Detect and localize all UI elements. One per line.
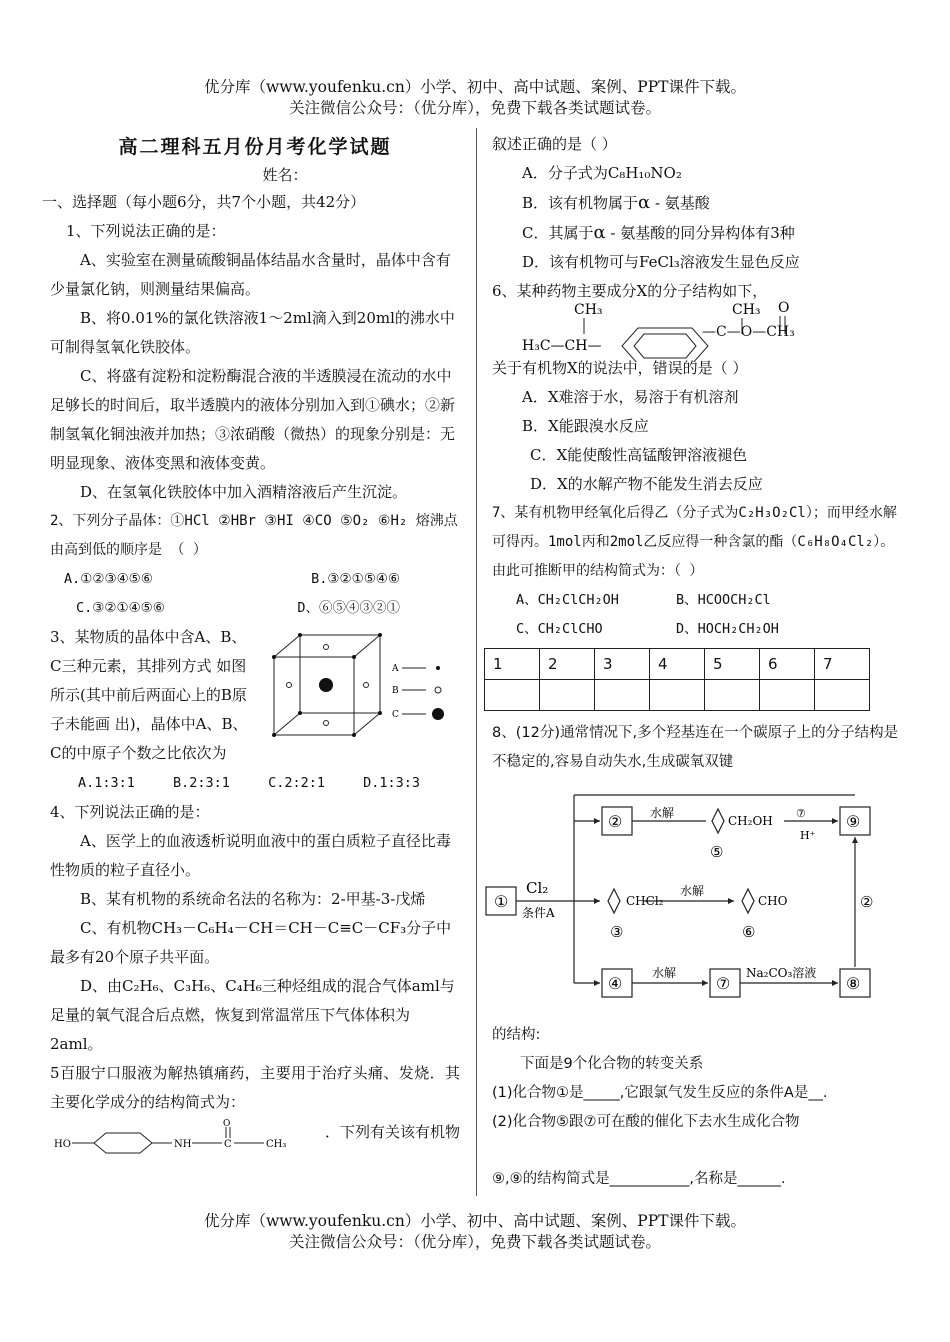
- answer-col-3: 3: [595, 649, 650, 680]
- q5-c-pre: C．其属于: [522, 224, 594, 242]
- q2-stem: 2、下列分子晶体：①HCl ②HBr ③HI ④CO ⑤O₂ ⑥H₂ 熔沸点由高到低的顺序是 （ ）: [50, 513, 458, 558]
- diag-hydrolysis-3: 水解: [652, 966, 677, 980]
- q5-option-b: B．该有机物属于α - 氨基酸: [522, 192, 710, 213]
- q3-options: [50, 769, 460, 798]
- q2-option-c: C.③②①④⑤⑥: [76, 600, 165, 616]
- diag-n5: ⑤: [710, 843, 724, 861]
- diag-n6: ⑥: [742, 923, 756, 941]
- benzene-ring: [94, 1133, 152, 1153]
- struct-nh: NH: [174, 1139, 192, 1150]
- q8-reaction-diagram: [484, 777, 894, 1017]
- q2-options-row2: [50, 594, 460, 623]
- q5-tail: ．下列有关该有机物: [324, 1123, 460, 1141]
- diag-chcl2: CHCl₂: [626, 894, 664, 908]
- diag-n3: ③: [610, 923, 624, 941]
- q3-option-c: C.2:2:1: [268, 775, 325, 791]
- q7-option-c: C、CH₂ClCHO: [516, 621, 603, 637]
- q2-options-row1: [50, 565, 460, 594]
- q7-option-a: A、CH₂ClCH₂OH: [516, 592, 619, 608]
- answer-table-header: [485, 649, 870, 680]
- q6-option-c: C．X能使酸性高锰酸钾溶液褪色: [530, 446, 748, 464]
- diag-hydrolysis-1: 水解: [650, 806, 675, 820]
- crystal-lattice-diagram: [262, 627, 462, 739]
- section-1-heading: 一、选择题（每小题6分，共7个小题，共42分）: [42, 193, 366, 211]
- q5-structure-row: [50, 1117, 460, 1157]
- q6-option-d: D．X的水解产物不能发生消去反应: [530, 475, 763, 493]
- q8-part-2: (2)化合物⑤跟⑦可在酸的催化下去水生成化合物: [492, 1114, 800, 1130]
- q4-option-c: C、有机物CH₃－C₆H₄－CH＝CH－C≡C－CF₃分子中最多有20个原子共平面。: [50, 919, 452, 966]
- q8-structure-label: 的结构:: [492, 1027, 541, 1043]
- exam-title: 高二理科五月份月考化学试题: [118, 136, 392, 158]
- q7-options-row2: [492, 615, 902, 644]
- q5-b-post: 氨基酸: [664, 194, 710, 212]
- q6-stem: 6、某种药物主要成分X的分子结构如下，: [492, 282, 768, 300]
- diag-hplus: H⁺: [800, 829, 816, 842]
- diag-na2co3: Na₂CO₃溶液: [746, 966, 817, 980]
- q5-continued: 叙述正确的是（ ）: [492, 135, 617, 153]
- q3-option-d: D.1:3:3: [363, 775, 420, 791]
- q5-c-post: 氨基酸的同分异构体有3种: [620, 224, 795, 242]
- name-label: 姓名：: [262, 166, 308, 184]
- diag-cl2: Cl₂: [526, 879, 549, 897]
- q6-ch3-b: CH₃: [732, 302, 761, 318]
- q2-option-d: D、⑥⑤④③②①: [297, 600, 400, 616]
- q5-option-a: A．分子式为C₈H₁₀NO₂: [522, 164, 682, 182]
- q3-block: [50, 623, 460, 762]
- diag-n9: ⑨: [846, 812, 861, 831]
- header-line-1: 优分库（www.youfenku.cn）小学、初中、高中试题、案例、PPT课件下载。: [203, 78, 747, 96]
- diag-n1: ①: [494, 892, 509, 911]
- q7-option-b: B、HCOOCH₂Cl: [676, 592, 771, 608]
- q7-options-row1: [492, 586, 902, 615]
- diag-n8: ⑧: [846, 974, 861, 993]
- q8-part-1: (1)化合物①是_____,它跟氯气发生反应的条件A是__.: [492, 1085, 828, 1101]
- footer-line-2: 关注微信公众号：（优分库），免费下载各类试题试卷。: [288, 1233, 661, 1251]
- cube-front-face: [274, 657, 354, 735]
- q1-option-a: A、实验室在测量硫酸铜晶体结晶水含量时，晶体中含有少量氯化钠，则测量结果偏高。: [50, 251, 451, 298]
- q1-option-d: D、在氢氧化铁胶体中加入酒精溶液后产生沉淀。: [80, 483, 408, 501]
- legend-b: B: [392, 686, 399, 696]
- q6-h3c-ch: H₃C—CH—: [522, 338, 602, 354]
- q5-option-d: D．该有机物可与FeCl₃溶液发生显色反应: [522, 253, 800, 271]
- legend-a: A: [392, 664, 399, 674]
- diag-n7-over-arrow: ⑦: [796, 807, 806, 820]
- legend-c: C: [392, 710, 399, 720]
- answer-cell[interactable]: [485, 680, 540, 711]
- alpha-symbol-2: α: [593, 222, 606, 243]
- diag-ch2oh: CH₂OH: [728, 814, 773, 828]
- q6-after: 关于有机物X的说法中，错误的是（ ）: [492, 359, 748, 377]
- q8-intro: 下面是9个化合物的转变关系: [520, 1056, 704, 1072]
- q7-option-d: D、HOCH₂CH₂OH: [676, 621, 779, 637]
- q5-b-pre: B．该有机物属于: [522, 194, 639, 212]
- q3-stem-part: [50, 623, 250, 768]
- q6-ch3-a: CH₃: [574, 302, 603, 318]
- q6-option-b: B．X能跟溴水反应: [522, 417, 649, 435]
- right-column: [492, 134, 902, 1194]
- answer-cell[interactable]: [650, 680, 705, 711]
- cube-back-face: [300, 635, 380, 713]
- q8-part-3: ⑨,⑨的结构简式是___________,名称是______.: [492, 1171, 786, 1187]
- diag-hydrolysis-2: 水解: [680, 884, 705, 898]
- q3-option-b: B.2:3:1: [173, 775, 230, 791]
- atom-c-center: [319, 678, 333, 692]
- q2-option-b: B.③②①⑤④⑥: [311, 571, 400, 587]
- answer-table: [484, 648, 870, 711]
- left-column: [42, 134, 460, 1157]
- struct-o: O: [223, 1119, 231, 1129]
- answer-cell[interactable]: [815, 680, 870, 711]
- header-line-2: 关注微信公众号：（优分库），免费下载各类试题试卷。: [288, 99, 661, 117]
- q6-tail: —C—O—CH₃: [702, 324, 795, 340]
- q8-stem: 8、(12分)通常情况下,多个羟基连在一个碳原子上的分子结构是不稳定的,容易自动失水,生成碳氧双键: [492, 725, 899, 770]
- answer-col-5: 5: [705, 649, 760, 680]
- diag-n2-edge: ②: [860, 893, 874, 911]
- struct-ch3: CH₃: [266, 1139, 287, 1150]
- q5-stem: 5百服宁口服液为解热镇痛药，主要用于治疗头痛、发烧．其主要化学成分的结构简式为：: [50, 1064, 460, 1111]
- answer-col-4: 4: [650, 649, 705, 680]
- q6-option-a: A．X难溶于水，易溶于有机溶剂: [522, 388, 739, 406]
- q4-option-b: B、某有机物的系统命名法的名称为：2-甲基-3-戊烯: [80, 890, 426, 908]
- answer-col-7: 7: [815, 649, 870, 680]
- answer-cell[interactable]: [540, 680, 595, 711]
- q7-stem: 7、某有机物甲经氧化后得乙（分子式为C₂H₃O₂Cl）；而甲经水解可得丙。1mol丙和2mol乙反应得一种含氯的酯（C₆H₈O₄Cl₂）。由此可推断甲的结构简式为：（ ）: [492, 505, 897, 579]
- answer-col-6: 6: [760, 649, 815, 680]
- answer-cell[interactable]: [760, 680, 815, 711]
- diag-n2: ②: [608, 812, 623, 831]
- paracetamol-structure: [54, 1117, 304, 1157]
- column-divider: [476, 128, 477, 1196]
- q3-option-a: A.1:3:1: [78, 775, 135, 791]
- footer-line-1: 优分库（www.youfenku.cn）小学、初中、高中试题、案例、PPT课件下载。: [203, 1212, 747, 1230]
- answer-cell[interactable]: [705, 680, 760, 711]
- q5-option-c: C．其属于α - 氨基酸的同分异构体有3种: [522, 222, 795, 243]
- q6-o: O: [778, 300, 790, 316]
- q2-option-a: A.①②③④⑤⑥: [64, 571, 153, 587]
- answer-col-1: 1: [485, 649, 540, 680]
- alpha-symbol: α: [638, 192, 651, 213]
- diag-n4: ④: [608, 974, 623, 993]
- q4-option-a: A、医学上的血液透析说明血液中的蛋白质粒子直径比毒性物质的粒子直径小。: [50, 832, 451, 879]
- answer-cell[interactable]: [595, 680, 650, 711]
- q4-option-d: D、由C₂H₆、C₃H₆、C₄H₆三种烃组成的混合气体aml与足量的氧气混合后点燃，恢复到常温常压下气体体积为2aml。: [50, 977, 455, 1053]
- q1-option-b: B、将0.01%的氯化铁溶液1～2ml滴入到20ml的沸水中可制得氢氧化铁胶体。: [50, 309, 455, 356]
- diag-n7: ⑦: [716, 974, 731, 993]
- diag-condition-a: 条件A: [522, 906, 555, 920]
- answer-col-2: 2: [540, 649, 595, 680]
- diag-cho: CHO: [758, 894, 788, 908]
- q1-option-c: C、将盛有淀粉和淀粉酶混合液的半透膜浸在流动的水中足够长的时间后，取半透膜内的液体分别加入到①碘水；②新制氢氧化铜浊液并加热；③浓硝酸（微热）的现象分别是：无明显现象、液体变黑和液体变黄。: [50, 367, 456, 472]
- page-header: [0, 77, 950, 119]
- q1-stem: 1、下列说法正确的是：: [66, 222, 226, 240]
- struct-c: C: [224, 1139, 232, 1150]
- struct-ho: HO: [54, 1139, 71, 1150]
- q4-stem: 4、下列说法正确的是：: [50, 803, 210, 821]
- q3-stem: 3、某物质的晶体中含A、B、C三种元素，其排列方式 如图所示(其中前后两面心上的B原子未能画 出)，晶体中A、B、C的中原子个数之比依次为: [50, 628, 248, 762]
- q6-structure-row: [492, 300, 902, 368]
- answer-table-blank-row: [485, 680, 870, 711]
- page-footer: [0, 1211, 950, 1253]
